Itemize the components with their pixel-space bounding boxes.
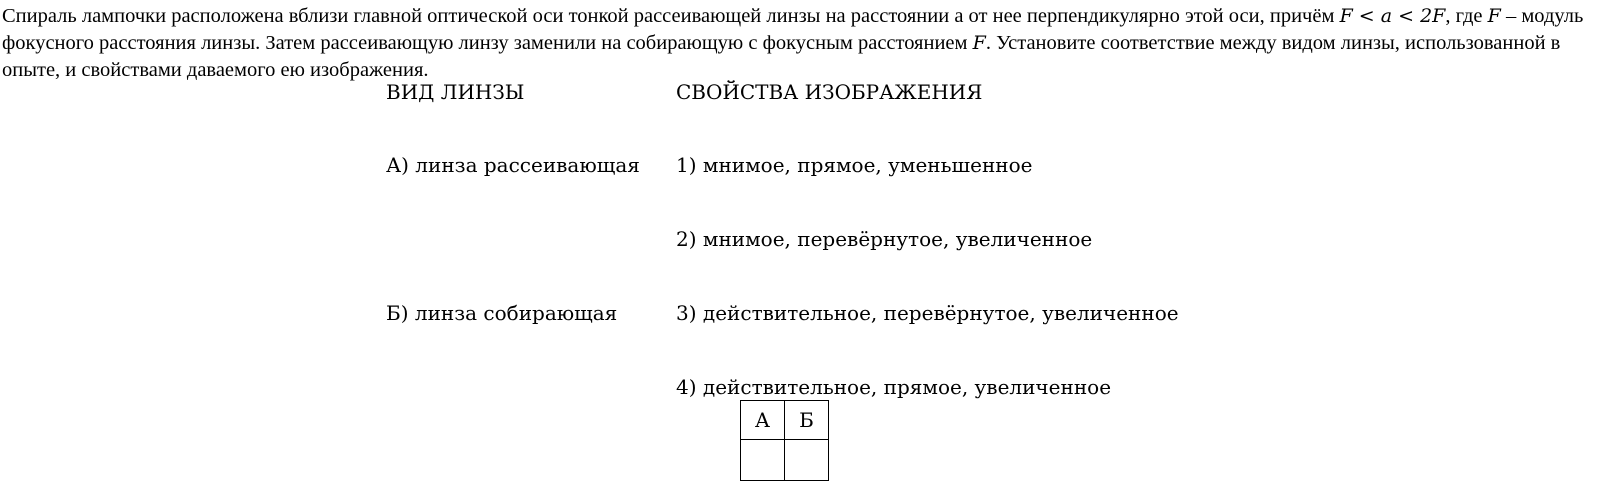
answer-header-b: Б — [785, 401, 829, 440]
answer-header-a: А — [741, 401, 785, 440]
problem-text-part4: . Установите соответствие между видом линзы, использованной в опыте, и свойствами даваемого ею изображения. — [2, 32, 1561, 81]
focal-symbol-math-2: F — [972, 32, 986, 54]
problem-text-part2: , где — [1445, 5, 1488, 27]
lens-option-a: А) линза рассеивающая — [386, 153, 640, 177]
left-column-header: ВИД ЛИНЗЫ — [386, 80, 525, 104]
property-option-4: 4) действительное, прямое, увеличенное — [676, 375, 1112, 399]
answer-cell-a[interactable] — [741, 440, 785, 481]
problem-text-part3: – модуль фокусного расстояния линзы. Затем рассеивающую линзу заменили на собирающую с фокусным расстоянием — [2, 5, 1584, 54]
property-option-1: 1) мнимое, прямое, уменьшенное — [676, 153, 1033, 177]
right-column-header: СВОЙСТВА ИЗОБРАЖЕНИЯ — [676, 80, 983, 104]
answer-table-header-row — [741, 401, 829, 440]
problem-text-part1: Спираль лампочки расположена вблизи главной оптической оси тонкой рассеивающей линзы на расстоянии a от нее перпендикулярно этой оси, причём — [2, 5, 1340, 27]
property-option-3: 3) действительное, перевёрнутое, увеличенное — [676, 301, 1179, 325]
lens-option-b: Б) линза собирающая — [386, 301, 618, 325]
property-option-2: 2) мнимое, перевёрнутое, увеличенное — [676, 227, 1093, 251]
answer-cell-b[interactable] — [785, 440, 829, 481]
focal-symbol-math: F — [1487, 5, 1501, 27]
inequality-math: F < a < 2F — [1339, 5, 1446, 27]
problem-statement — [2, 3, 1597, 84]
answer-table-input-row — [741, 440, 829, 481]
answer-table — [740, 400, 829, 481]
